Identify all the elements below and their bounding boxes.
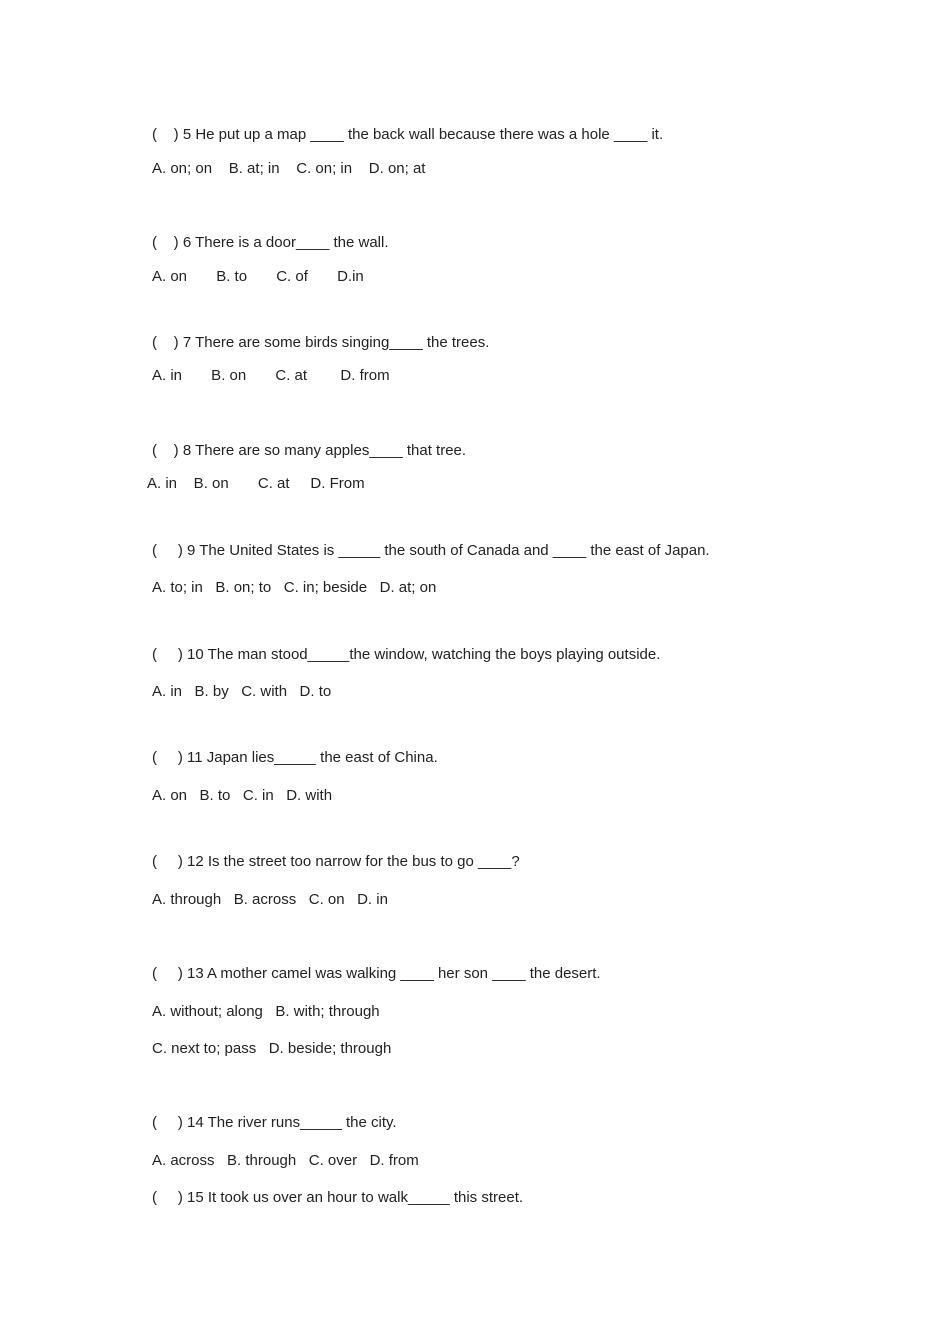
question-12: ( ) 12 Is the street too narrow for the bus to go ____? [152, 853, 520, 870]
question-12-options: A. through B. across C. on D. in [152, 891, 388, 908]
question-5: ( ) 5 He put up a map ____ the back wall because there was a hole ____ it. [152, 126, 664, 143]
question-11: ( ) 11 Japan lies_____ the east of China. [152, 749, 438, 766]
question-15: ( ) 15 It took us over an hour to walk_____ this street. [152, 1189, 524, 1206]
question-6-options: A. on B. to C. of D.in [152, 268, 364, 285]
question-7-options: A. in B. on C. at D. from [152, 367, 390, 384]
question-10-options: A. in B. by C. with D. to [152, 683, 332, 700]
question-6: ( ) 6 There is a door____ the wall. [152, 234, 389, 251]
question-7: ( ) 7 There are some birds singing____ the trees. [152, 334, 490, 351]
question-10: ( ) 10 The man stood_____the window, watching the boys playing outside. [152, 646, 661, 663]
question-14: ( ) 14 The river runs_____ the city. [152, 1114, 397, 1131]
question-13-options-row-2: C. next to; pass D. beside; through [152, 1040, 392, 1057]
question-9: ( ) 9 The United States is _____ the south of Canada and ____ the east of Japan. [152, 542, 710, 559]
question-14-options: A. across B. through C. over D. from [152, 1152, 419, 1169]
question-8: ( ) 8 There are so many apples____ that tree. [152, 442, 467, 459]
question-9-options: A. to; in B. on; to C. in; beside D. at; on [152, 579, 437, 596]
question-8-options: A. in B. on C. at D. From [147, 475, 365, 492]
question-11-options: A. on B. to C. in D. with [152, 787, 333, 804]
question-13: ( ) 13 A mother camel was walking ____ her son ____ the desert. [152, 965, 601, 982]
question-13-options-row-1: A. without; along B. with; through [152, 1003, 380, 1020]
question-5-options: A. on; on B. at; in C. on; in D. on; at [152, 160, 426, 177]
